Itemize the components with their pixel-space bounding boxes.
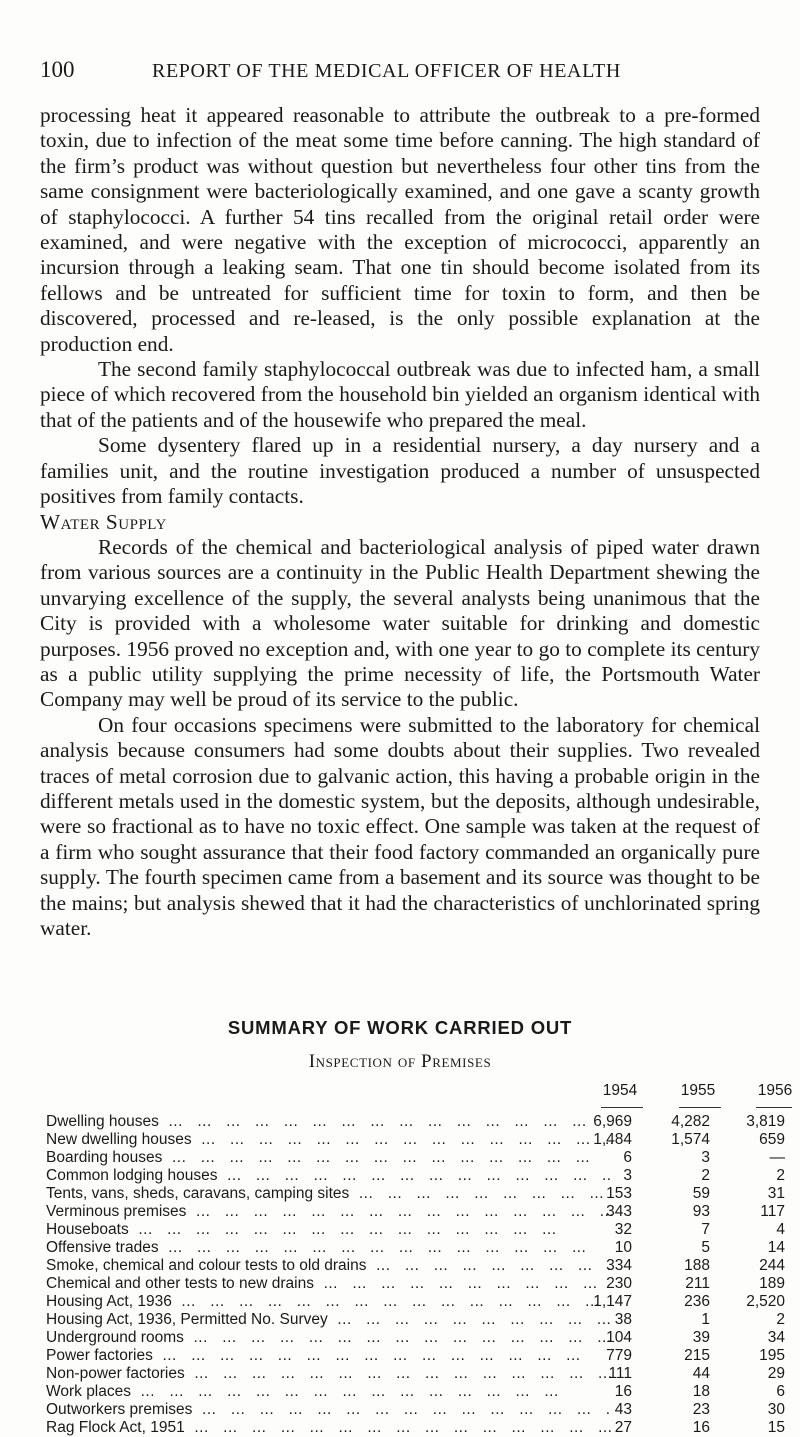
value-1954: 6,969: [593, 1113, 632, 1130]
table-row: [46, 1257, 785, 1275]
value-1955: 5: [701, 1239, 710, 1256]
value-1954: 111: [608, 1365, 632, 1382]
table-row: [46, 1293, 785, 1311]
table-row: [46, 1185, 785, 1203]
row-label: Boarding houses ...: [46, 1149, 612, 1167]
value-1955: 18: [692, 1383, 710, 1400]
table-row: [46, 1275, 785, 1293]
value-1956: 29: [767, 1365, 785, 1382]
value-1956: 2: [776, 1311, 785, 1328]
page-header: [40, 57, 760, 87]
value-1954: 153: [606, 1185, 632, 1202]
table-row: [46, 1239, 785, 1257]
value-1956: 30: [767, 1401, 785, 1418]
value-1954: 3: [623, 1167, 632, 1184]
value-1955: 211: [685, 1275, 710, 1292]
value-1955: 236: [684, 1293, 710, 1310]
row-label: Dwelling houses ...: [46, 1113, 612, 1131]
value-1956: 3,819: [746, 1113, 785, 1130]
row-label: Rag Flock Act, 1951 ...: [46, 1419, 612, 1437]
row-label: Non-power factories ...: [46, 1365, 612, 1383]
row-label: Houseboats ...: [46, 1221, 612, 1239]
value-1955: 93: [692, 1203, 710, 1220]
table-row: [46, 1329, 785, 1347]
value-1956: 31: [767, 1185, 785, 1202]
value-1955: 215: [684, 1347, 710, 1364]
inspection-caption: Inspection of Premises: [308, 1051, 492, 1072]
value-1956: 2,520: [746, 1293, 785, 1310]
row-label: Housing Act, 1936 ...: [46, 1293, 612, 1311]
inspection-table: [46, 1113, 785, 1437]
value-1954: 10: [614, 1239, 632, 1256]
value-1955: 16: [692, 1419, 710, 1436]
value-1956: —: [769, 1149, 785, 1166]
value-1955: 4,282: [671, 1113, 710, 1130]
value-1956: 117: [760, 1203, 785, 1220]
value-1954: 1,484: [593, 1131, 632, 1148]
column-rule: [601, 1107, 643, 1108]
value-1956: 189: [759, 1275, 785, 1292]
row-label: Power factories ...: [46, 1347, 612, 1365]
value-1955: 3: [701, 1149, 710, 1166]
value-1954: 343: [606, 1203, 632, 1220]
table-row: [46, 1311, 785, 1329]
value-1954: 32: [614, 1221, 632, 1238]
section-heading-water-supply: Water Supply: [40, 509, 167, 534]
paragraph: On four occasions specimens were submitted to the laboratory for chemical analysis because consumers had some doubts about their supplies. Two revealed traces of metal corrosion due to galvanic action, this having a probable origin in the different metals used in the domestic system, but the deposits, although undesirable, were so fractional as to have no toxic effect. One sample was taken at the request of a firm who sought assurance that their food factory commanded an organically pure supply. The fourth specimen came from a basement and its source was thought to be the mains; but analysis shewed that it had the characteristics of unchlorinated spring water.: [40, 712, 760, 940]
value-1956: 195: [759, 1347, 785, 1364]
paragraph: Some dysentery flared up in a residential nursery, a day nursery and a families unit, and the routine investigation produced a number of unsuspected positives from family contacts.: [40, 433, 760, 509]
value-1956: 4: [776, 1221, 785, 1238]
table-row: [46, 1401, 785, 1419]
table-row: [46, 1383, 785, 1401]
value-1954: 1,147: [593, 1293, 632, 1310]
table-row: [46, 1167, 785, 1185]
value-1954: 230: [606, 1275, 632, 1292]
row-label: New dwelling houses ...: [46, 1131, 612, 1149]
row-label: Verminous premises ...: [46, 1203, 612, 1221]
row-label: Chemical and other tests to new drains ...: [46, 1275, 612, 1293]
value-1954: 6: [623, 1149, 632, 1166]
value-1955: 23: [692, 1401, 710, 1418]
value-1955: 188: [684, 1257, 710, 1274]
column-rule: [679, 1107, 721, 1108]
body-text: [40, 103, 760, 941]
value-1956: 15: [767, 1419, 785, 1436]
value-1955: 2: [701, 1167, 710, 1184]
value-1956: 14: [767, 1239, 785, 1256]
table-row: [46, 1149, 785, 1167]
paragraph: Records of the chemical and bacteriological analysis of piped water drawn from various sources are a continuity in the Public Health Department shewing the unvarying excellence of the supply, the several analysts being unanimous that the City is provided with a wholesome water suitable for drinking and domestic purposes. 1956 proved no exception and, with one year to go to complete its century as a public utility supplying the prime necessity of life, the Portsmouth Water Company may well be proud of its service to the public.: [40, 534, 760, 712]
table-row: [46, 1203, 785, 1221]
value-1955: 1,574: [671, 1131, 710, 1148]
value-1954: 27: [614, 1419, 632, 1436]
row-label: Outworkers premises ...: [46, 1401, 612, 1419]
value-1955: 1: [701, 1311, 710, 1328]
summary-title: SUMMARY OF WORK CARRIED OUT: [227, 1017, 573, 1038]
value-1955: 59: [692, 1185, 710, 1202]
column-rule: [756, 1107, 792, 1108]
table-row: [46, 1131, 785, 1149]
value-1954: 104: [606, 1329, 632, 1346]
row-label: Common lodging houses ...: [46, 1167, 612, 1185]
value-1956: 34: [767, 1329, 785, 1346]
paragraph: The second family staphylococcal outbreak was due to infected ham, a small piece of which recovered from the household bin yielded an organism identical with that of the patients and of the housewife who prepared the meal.: [40, 357, 760, 432]
value-1954: 43: [614, 1401, 632, 1418]
value-1956: 244: [759, 1257, 785, 1274]
value-1956: 2: [776, 1167, 785, 1184]
row-label: Smoke, chemical and colour tests to old drains ...: [46, 1257, 612, 1275]
value-1956: 6: [776, 1383, 785, 1400]
row-label: Tents, vans, sheds, caravans, camping sites ...: [46, 1185, 612, 1203]
table-row: [46, 1347, 785, 1365]
page-number: 100: [40, 57, 75, 82]
value-1956: 659: [759, 1131, 785, 1148]
year-header: 1955: [680, 1082, 716, 1099]
year-header: 1954: [602, 1082, 638, 1099]
year-header: 1956: [757, 1082, 793, 1099]
value-1955: 44: [692, 1365, 710, 1382]
table-row: [46, 1221, 785, 1239]
value-1955: 7: [701, 1221, 710, 1238]
value-1954: 16: [614, 1383, 632, 1400]
paragraph: processing heat it appeared reasonable to attribute the outbreak to a pre-formed toxin, due to infection of the meat some time before canning. The high standard of the firm’s product was without question but nevertheless four other tins from the same consignment were bacteriologically examined, and one gave a scanty growth of staphylococci. A further 54 tins recalled from the original retail order were examined, and were negative with the exception of micrococci, apparently an incursion through a leaking seam. That one tin should become isolated from its fellows and be untreated for sufficient time for toxin to form, and then be discovered, processed and re-leased, is the only possible explanation at the production end.: [40, 103, 760, 356]
table-row: [46, 1113, 785, 1131]
table-row: [46, 1419, 785, 1437]
row-label: Offensive trades ...: [46, 1239, 612, 1257]
table-row: [46, 1365, 785, 1383]
value-1955: 39: [692, 1329, 710, 1346]
row-label: Housing Act, 1936, Permitted No. Survey ...: [46, 1311, 612, 1329]
row-label: Underground rooms ...: [46, 1329, 612, 1347]
value-1954: 38: [614, 1311, 632, 1328]
running-head: REPORT OF THE MEDICAL OFFICER OF HEALTH: [152, 60, 621, 82]
value-1954: 779: [606, 1347, 632, 1364]
value-1954: 334: [606, 1257, 632, 1274]
row-label: Work places ...: [46, 1383, 612, 1401]
